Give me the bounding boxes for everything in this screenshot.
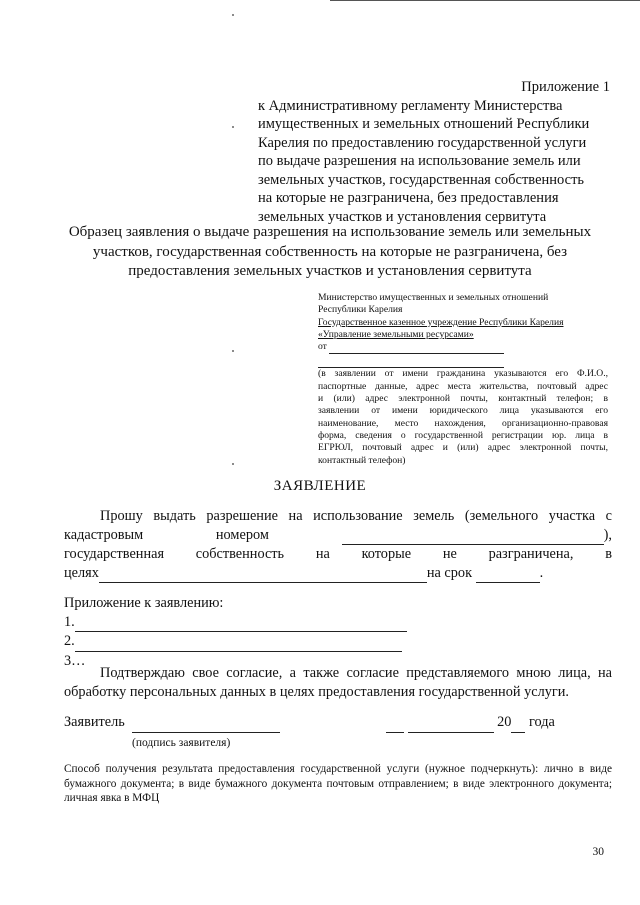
institution-line2: «Управление земельными ресурсами» xyxy=(318,328,474,340)
cadastral-label: кадастровым xyxy=(64,526,144,543)
statement-title: ЗАЯВЛЕНИЕ xyxy=(273,478,367,494)
attachment-2-field[interactable] xyxy=(75,632,402,652)
attachment-item: 1. xyxy=(64,613,612,633)
sample-heading xyxy=(60,223,600,282)
note-line: наименование, место нахождения, организационно-правовая xyxy=(318,417,608,429)
from-line xyxy=(318,341,608,354)
scan-speck xyxy=(232,350,234,352)
consent-paragraph xyxy=(64,664,612,701)
number-label: номером xyxy=(215,526,269,543)
attachment-item: 3… xyxy=(64,652,86,669)
signature-caption: (подпись заявителя) xyxy=(132,737,231,749)
cadastral-number-field[interactable] xyxy=(342,526,604,546)
heading-line: участков, государственная собственность на которые не разграничена, без xyxy=(92,243,568,260)
note-line: форма, сведения о государственной регистрации юр. лица в xyxy=(318,429,608,441)
consent-line-1: Подтверждаю свое согласие, а также согласие представляемого мною лица, на xyxy=(100,665,612,681)
note-line: (в заявлении от имени гражданина указываются его Ф.И.О., xyxy=(318,368,608,380)
scan-speck xyxy=(232,126,234,128)
from-field[interactable] xyxy=(329,341,504,354)
request-paragraph xyxy=(64,507,612,583)
consent-line-2: обработку персональных данных в целях предоставления государственной услуги. xyxy=(64,683,569,700)
attachments-block xyxy=(64,594,612,670)
addressee-block xyxy=(318,292,608,467)
note-line: и (или) адрес электронной почты, контактный телефон; в xyxy=(318,393,608,405)
appendix-line: на которые не разграничена, без предоставления xyxy=(258,190,559,206)
applicant-label: Заявитель xyxy=(64,714,125,730)
page-number: 30 xyxy=(592,846,604,858)
ministry-line xyxy=(318,292,608,304)
appendix-block xyxy=(258,78,610,226)
request-line-2: кадастровым номером ), xyxy=(64,526,612,546)
note-line: контактный телефон) xyxy=(318,454,406,466)
request-line-3: государственная собственность на которые не разграничена, в xyxy=(64,546,612,562)
appendix-title: Приложение 1 xyxy=(521,79,610,95)
attachments-title: Приложение к заявлению: xyxy=(64,595,224,611)
appendix-line: имущественных и земельных отношений Республики xyxy=(258,116,590,132)
from-label: от xyxy=(318,341,327,353)
date-month-field[interactable] xyxy=(408,713,494,733)
appendix-line: земельных участков, государственная собственность xyxy=(258,171,585,188)
request-line-4: целях на срок . xyxy=(64,564,612,584)
appendix-line: к Административному регламенту Министерства xyxy=(258,97,563,114)
year-prefix: 20 xyxy=(497,714,512,730)
method-paragraph: Способ получения результата предоставления государственной услуги (нужное подчеркнуть): лично в виде бумажного документа; в виде бумажного документа почтовым отправлением; в виде электронного документа; личная явка в МФЦ xyxy=(64,763,612,804)
scan-speck xyxy=(232,14,234,16)
signature-field[interactable] xyxy=(132,713,280,733)
attachment-1-field[interactable] xyxy=(75,613,407,633)
heading-line: предоставления земельных участков и установления сервитута xyxy=(128,263,532,279)
institution-line1: Государственное казенное учреждение Республики Карелия xyxy=(318,316,564,328)
request-line-1: Прошу выдать разрешение на использование земель (земельного участка с xyxy=(100,508,612,524)
from-field-second-line[interactable] xyxy=(318,354,504,367)
purpose-label: целях xyxy=(64,564,99,581)
note-line: заявлении от имени юридического лица указываются его xyxy=(318,405,608,417)
ministry-line2: Республики Карелия xyxy=(318,304,403,316)
term-field[interactable] xyxy=(476,564,540,584)
scan-speck xyxy=(232,463,234,465)
purpose-field[interactable] xyxy=(99,564,427,584)
note-line: ЕГРЮЛ, почтовый адрес и (или) адрес электронной почты, xyxy=(318,442,608,454)
signature-row xyxy=(64,713,612,753)
appendix-line: по выдаче разрешения на использование земель или xyxy=(258,153,581,169)
ministry-name: Министерство имущественных и земельных отношений xyxy=(318,292,549,303)
heading-line: Образец заявления о выдаче разрешения на использование земель или земельных xyxy=(68,224,592,240)
date-day-field[interactable] xyxy=(386,713,404,733)
appendix-line: Карелия по предоставлению государственной услуги xyxy=(258,134,587,151)
scan-top-line xyxy=(330,0,640,1)
attachment-item: 2. xyxy=(64,632,612,652)
note-line: паспортные данные, адрес места жительства, почтовый адрес xyxy=(318,380,608,392)
year-suffix: года xyxy=(529,714,555,730)
appendix-line: земельных участков и установления сервитута xyxy=(258,208,547,225)
date-year-field[interactable] xyxy=(511,713,525,733)
term-label: на срок xyxy=(426,564,473,581)
